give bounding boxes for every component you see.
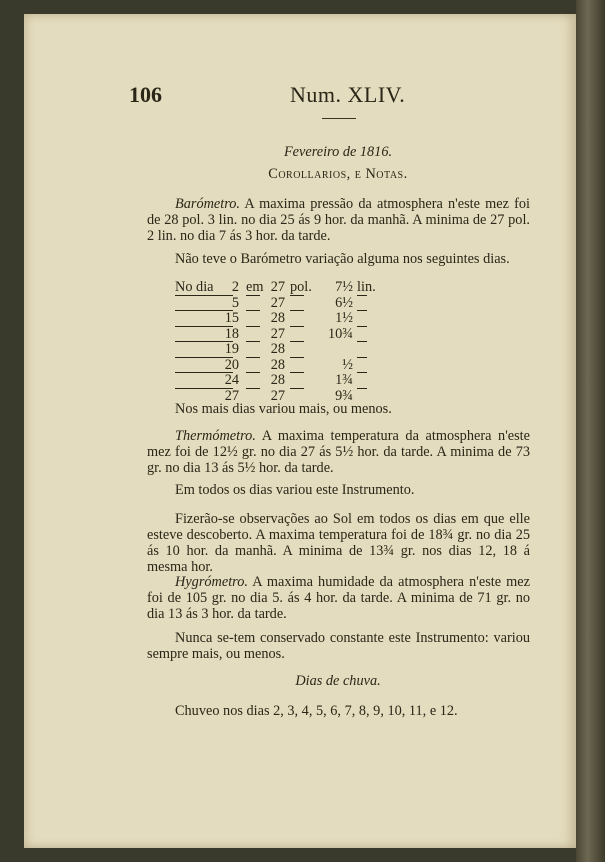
row-lin: 6½ [335,294,353,311]
row-pol: 28 [270,372,285,388]
book-spine [576,0,605,862]
barometer-paragraph: Barómetro. A maxima pressão da atmosphera n'este mez foi de 28 pol. 3 lin. no dia 25 ás 9 hor. da manhã. A minima de 27 pol. 2 lin. no dia 7 ás 3 hor. da tarde. [147,196,530,244]
thermometer-term: Thermómetro. [175,428,256,444]
section-heading: Corollarios, e Notas. [268,166,408,182]
hygrometer-term: Hygrómetro. [175,574,248,590]
row-pol: 28 [270,356,285,373]
row-pol: 27 [270,387,285,404]
row-day: 27 [224,387,239,404]
row-pol: 28 [270,310,285,326]
row-pol: 27 [270,294,285,311]
row-lin: 9¾ [335,387,353,404]
barometer-term: Barómetro. [175,196,240,212]
thermometer-paragraph: Thermómetro. A maxima temperatura da atmosphera n'este mez foi de 12½ gr. no dia 27 ás 5½ hor. da tarde. A minima de 73 gr. no dia 13 ás 5½ hor. da tarde. [147,428,530,476]
row-day: 24 [224,372,239,388]
rain-paragraph: Chuveo nos dias 2, 3, 4, 5, 6, 7, 8, 9, 10, 11, e 12. [175,703,458,719]
row-pol: 27 [270,325,285,342]
row-day: 20 [224,356,239,373]
sun-observations-paragraph: Fizerão-se observações ao Sol em todos os dias em que elle esteve descoberto. A maxima temperatura foi de 18¾ gr. no dia 25 ás 10 hor. da manhã. A minima de 13¾ gr. nos dias 12, 18 á mesma hor. [147,511,530,575]
barometer-table-intro: Não teve o Barómetro variação alguma nos seguintes dias. [175,251,510,267]
barometer-after-table: Nos mais dias variou mais, ou menos. [175,401,392,417]
page-number: 106 [129,82,162,107]
row-lin: 1¾ [335,372,353,388]
hygrometer-paragraph: Hygrómetro. A maxima humidade da atmosphera n'este mez foi de 105 gr. no dia 5. ás 4 hor. da tarde. A minima de 71 gr. no dia 13 ás 3 hor. da tarde. [147,574,530,622]
thermometer-note: Em todos os dias variou este Instrumento. [175,482,415,498]
row-day: 19 [224,341,239,357]
row-lin: ½ [342,356,353,373]
row-lin: 10¾ [327,325,353,342]
hygrometer-note: Nunca se-tem conservado constante este Instrumento: variou sempre mais, ou menos. [147,630,530,662]
row-day: 5 [231,294,239,311]
row-day: 15 [224,310,239,326]
rain-heading: Dias de chuva. [295,673,381,689]
row-day: 18 [224,325,239,342]
running-title: Num. XLIV. [290,82,406,107]
row-pol: 28 [270,341,285,357]
title-rule [322,118,356,119]
section-date: Fevereiro de 1816. [283,144,393,160]
row-lin: 1½ [335,310,353,326]
